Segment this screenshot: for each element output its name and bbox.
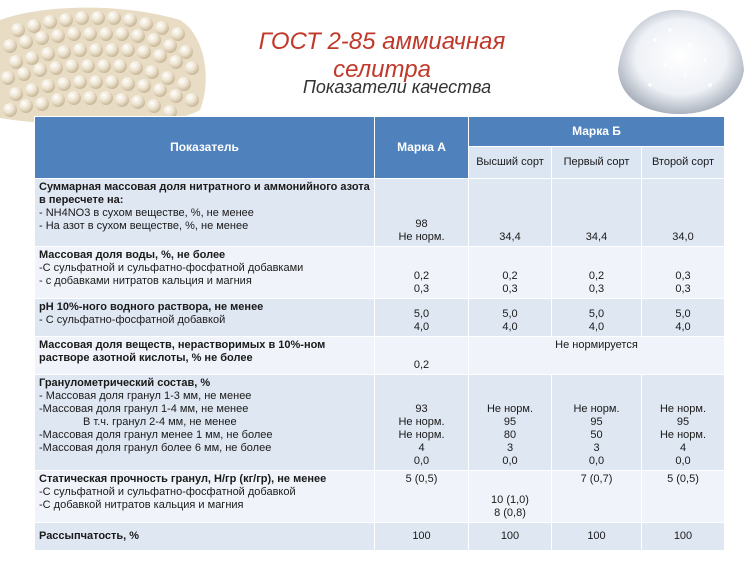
crystal-powder-photo <box>610 0 750 118</box>
column-header-grade-b: Марка Б <box>469 117 725 147</box>
value-cell <box>642 247 725 299</box>
quality-table <box>34 116 725 551</box>
value: 0,3 <box>588 283 605 295</box>
value: 0,0 <box>413 455 430 467</box>
value: 34,0 <box>672 231 694 243</box>
indicator-cell <box>35 375 375 471</box>
value-cell <box>469 247 552 299</box>
value: 0,3 <box>413 283 430 295</box>
value: 4,0 <box>502 321 518 333</box>
value-cell <box>642 299 725 337</box>
granules-photo <box>0 0 212 128</box>
indicator-line: -С добавкой нитратов кальция и магния <box>39 499 244 511</box>
value: 0,0 <box>675 455 691 467</box>
value-cell-merged <box>469 337 725 375</box>
column-header-grade-a: Марка А <box>375 117 469 179</box>
value: 100 <box>587 530 606 542</box>
value: 4,0 <box>588 321 605 333</box>
indicator-cell <box>35 471 375 523</box>
indicator-line: - с добавками нитратов кальция и магния <box>39 275 252 287</box>
value: Не норм. <box>398 416 445 428</box>
value: 100 <box>412 530 431 542</box>
value: 100 <box>500 530 520 542</box>
value-cell <box>469 299 552 337</box>
value-cell <box>375 337 469 375</box>
page-subtitle: Показатели качества <box>302 77 492 97</box>
value: 0,3 <box>675 270 691 282</box>
indicator-cell <box>35 299 375 337</box>
value-cell <box>552 523 642 551</box>
indicator-line: -С сульфатной и сульфатно-фосфатной добавкой <box>39 486 296 498</box>
column-header-highest-grade: Высший сорт <box>469 147 552 179</box>
value: 100 <box>673 530 693 542</box>
value: 0,0 <box>588 455 605 467</box>
indicator-line: -Массовая доля гранул более 6 мм, не более <box>39 442 272 454</box>
value: 3 <box>593 442 600 454</box>
value: 0,2 <box>413 270 430 282</box>
table-row <box>35 375 725 471</box>
value: 80 <box>503 429 517 441</box>
value: 0,2 <box>502 270 518 282</box>
indicator-cell <box>35 337 375 375</box>
value-cell <box>552 375 642 471</box>
value-cell <box>469 523 552 551</box>
value: Не норм. <box>398 429 445 441</box>
value-cell <box>552 247 642 299</box>
table-row <box>35 337 725 375</box>
value-cell <box>642 471 725 523</box>
value-cell <box>642 375 725 471</box>
value: 4 <box>418 442 425 454</box>
value: 4 <box>679 442 687 454</box>
value: 5,0 <box>502 308 518 320</box>
value: 10 (1,0) <box>491 494 529 506</box>
value: 34,4 <box>499 231 521 243</box>
value-cell <box>375 375 469 471</box>
table-row <box>35 179 725 247</box>
value: 5 (0,5) <box>405 473 438 485</box>
indicator-title: Рассыпчатость, % <box>39 530 140 542</box>
column-header-first-grade: Первый сорт <box>552 147 642 179</box>
table-row <box>35 247 725 299</box>
value: Не норм. <box>573 403 620 415</box>
value: 5,0 <box>588 308 605 320</box>
value-cell <box>375 247 469 299</box>
indicator-line: -Массовая доля гранул 1-4 мм, не менее <box>39 403 249 415</box>
value: 0,3 <box>502 283 518 295</box>
value: 5 (0,5) <box>667 473 699 485</box>
indicator-line: - С сульфатно-фосфатной добавкой <box>39 314 226 326</box>
value: 34,4 <box>585 231 608 243</box>
indicator-title: Гранулометрический состав, % <box>39 377 211 389</box>
value: 4,0 <box>675 321 691 333</box>
value-cell <box>375 471 469 523</box>
value: 3 <box>506 442 514 454</box>
value-cell <box>375 299 469 337</box>
value: 95 <box>590 416 603 428</box>
indicator-line: - Массовая доля гранул 1-3 мм, не менее <box>39 390 252 402</box>
indicator-cell <box>35 523 375 551</box>
value: 4,0 <box>413 321 430 333</box>
value: Не нормируется <box>555 339 638 351</box>
column-header-second-grade: Второй сорт <box>642 147 725 179</box>
indicator-title: Статическая прочность гранул, Н/гр (кг/гр), не менее <box>39 473 327 485</box>
value: 0,2 <box>588 270 605 282</box>
indicator-line: -С сульфатной и сульфатно-фосфатной добавками <box>39 262 304 274</box>
indicator-line: -Массовая доля гранул менее 1 мм, не более <box>39 429 273 441</box>
value-cell <box>375 523 469 551</box>
value-cell <box>469 179 552 247</box>
value: 95 <box>676 416 690 428</box>
value: 95 <box>503 416 517 428</box>
value: Не норм. <box>659 429 707 441</box>
table-row <box>35 523 725 551</box>
value-cell <box>552 471 642 523</box>
value: 5,0 <box>413 308 430 320</box>
value: 8 (0,8) <box>494 507 526 519</box>
value-cell <box>642 179 725 247</box>
indicator-cell <box>35 179 375 247</box>
indicator-line: В т.ч. гранул 2-4 мм, не менее <box>83 416 237 428</box>
value: Не норм. <box>659 403 707 415</box>
value: 0,2 <box>413 359 430 371</box>
value-cell <box>469 375 552 471</box>
value: 7 (0,7) <box>580 473 613 485</box>
value: 93 <box>415 403 428 415</box>
value-cell <box>375 179 469 247</box>
page-title: ГОСТ 2-85 аммиачная селитра <box>258 28 506 83</box>
indicator-title: Массовая доля веществ, нерастворимых в 10%-ном растворе азотной кислоты, % не более <box>39 339 326 364</box>
indicator-line: - На азот в сухом веществе, %, не менее <box>39 220 249 232</box>
value-cell <box>552 299 642 337</box>
value-cell <box>469 471 552 523</box>
value: 0,3 <box>675 283 691 295</box>
indicator-line: - NH4NO3 в сухом веществе, %, не менее <box>39 207 254 219</box>
value: 5,0 <box>675 308 691 320</box>
column-header-indicator: Показатель <box>35 117 375 179</box>
value-cell <box>552 179 642 247</box>
value: Не норм. <box>398 231 445 243</box>
value-cell <box>642 523 725 551</box>
indicator-cell <box>35 247 375 299</box>
indicator-title: Суммарная массовая доля нитратного и аммонийного азота в пересчете на: <box>39 181 370 206</box>
value: Не норм. <box>486 403 534 415</box>
table-row <box>35 471 725 523</box>
value: 98 <box>415 218 428 230</box>
indicator-title: pH 10%-ного водного раствора, не менее <box>39 301 264 313</box>
table-row <box>35 299 725 337</box>
indicator-title: Массовая доля воды, %, не более <box>39 249 226 261</box>
value: 0,0 <box>502 455 518 467</box>
value: 50 <box>590 429 603 441</box>
